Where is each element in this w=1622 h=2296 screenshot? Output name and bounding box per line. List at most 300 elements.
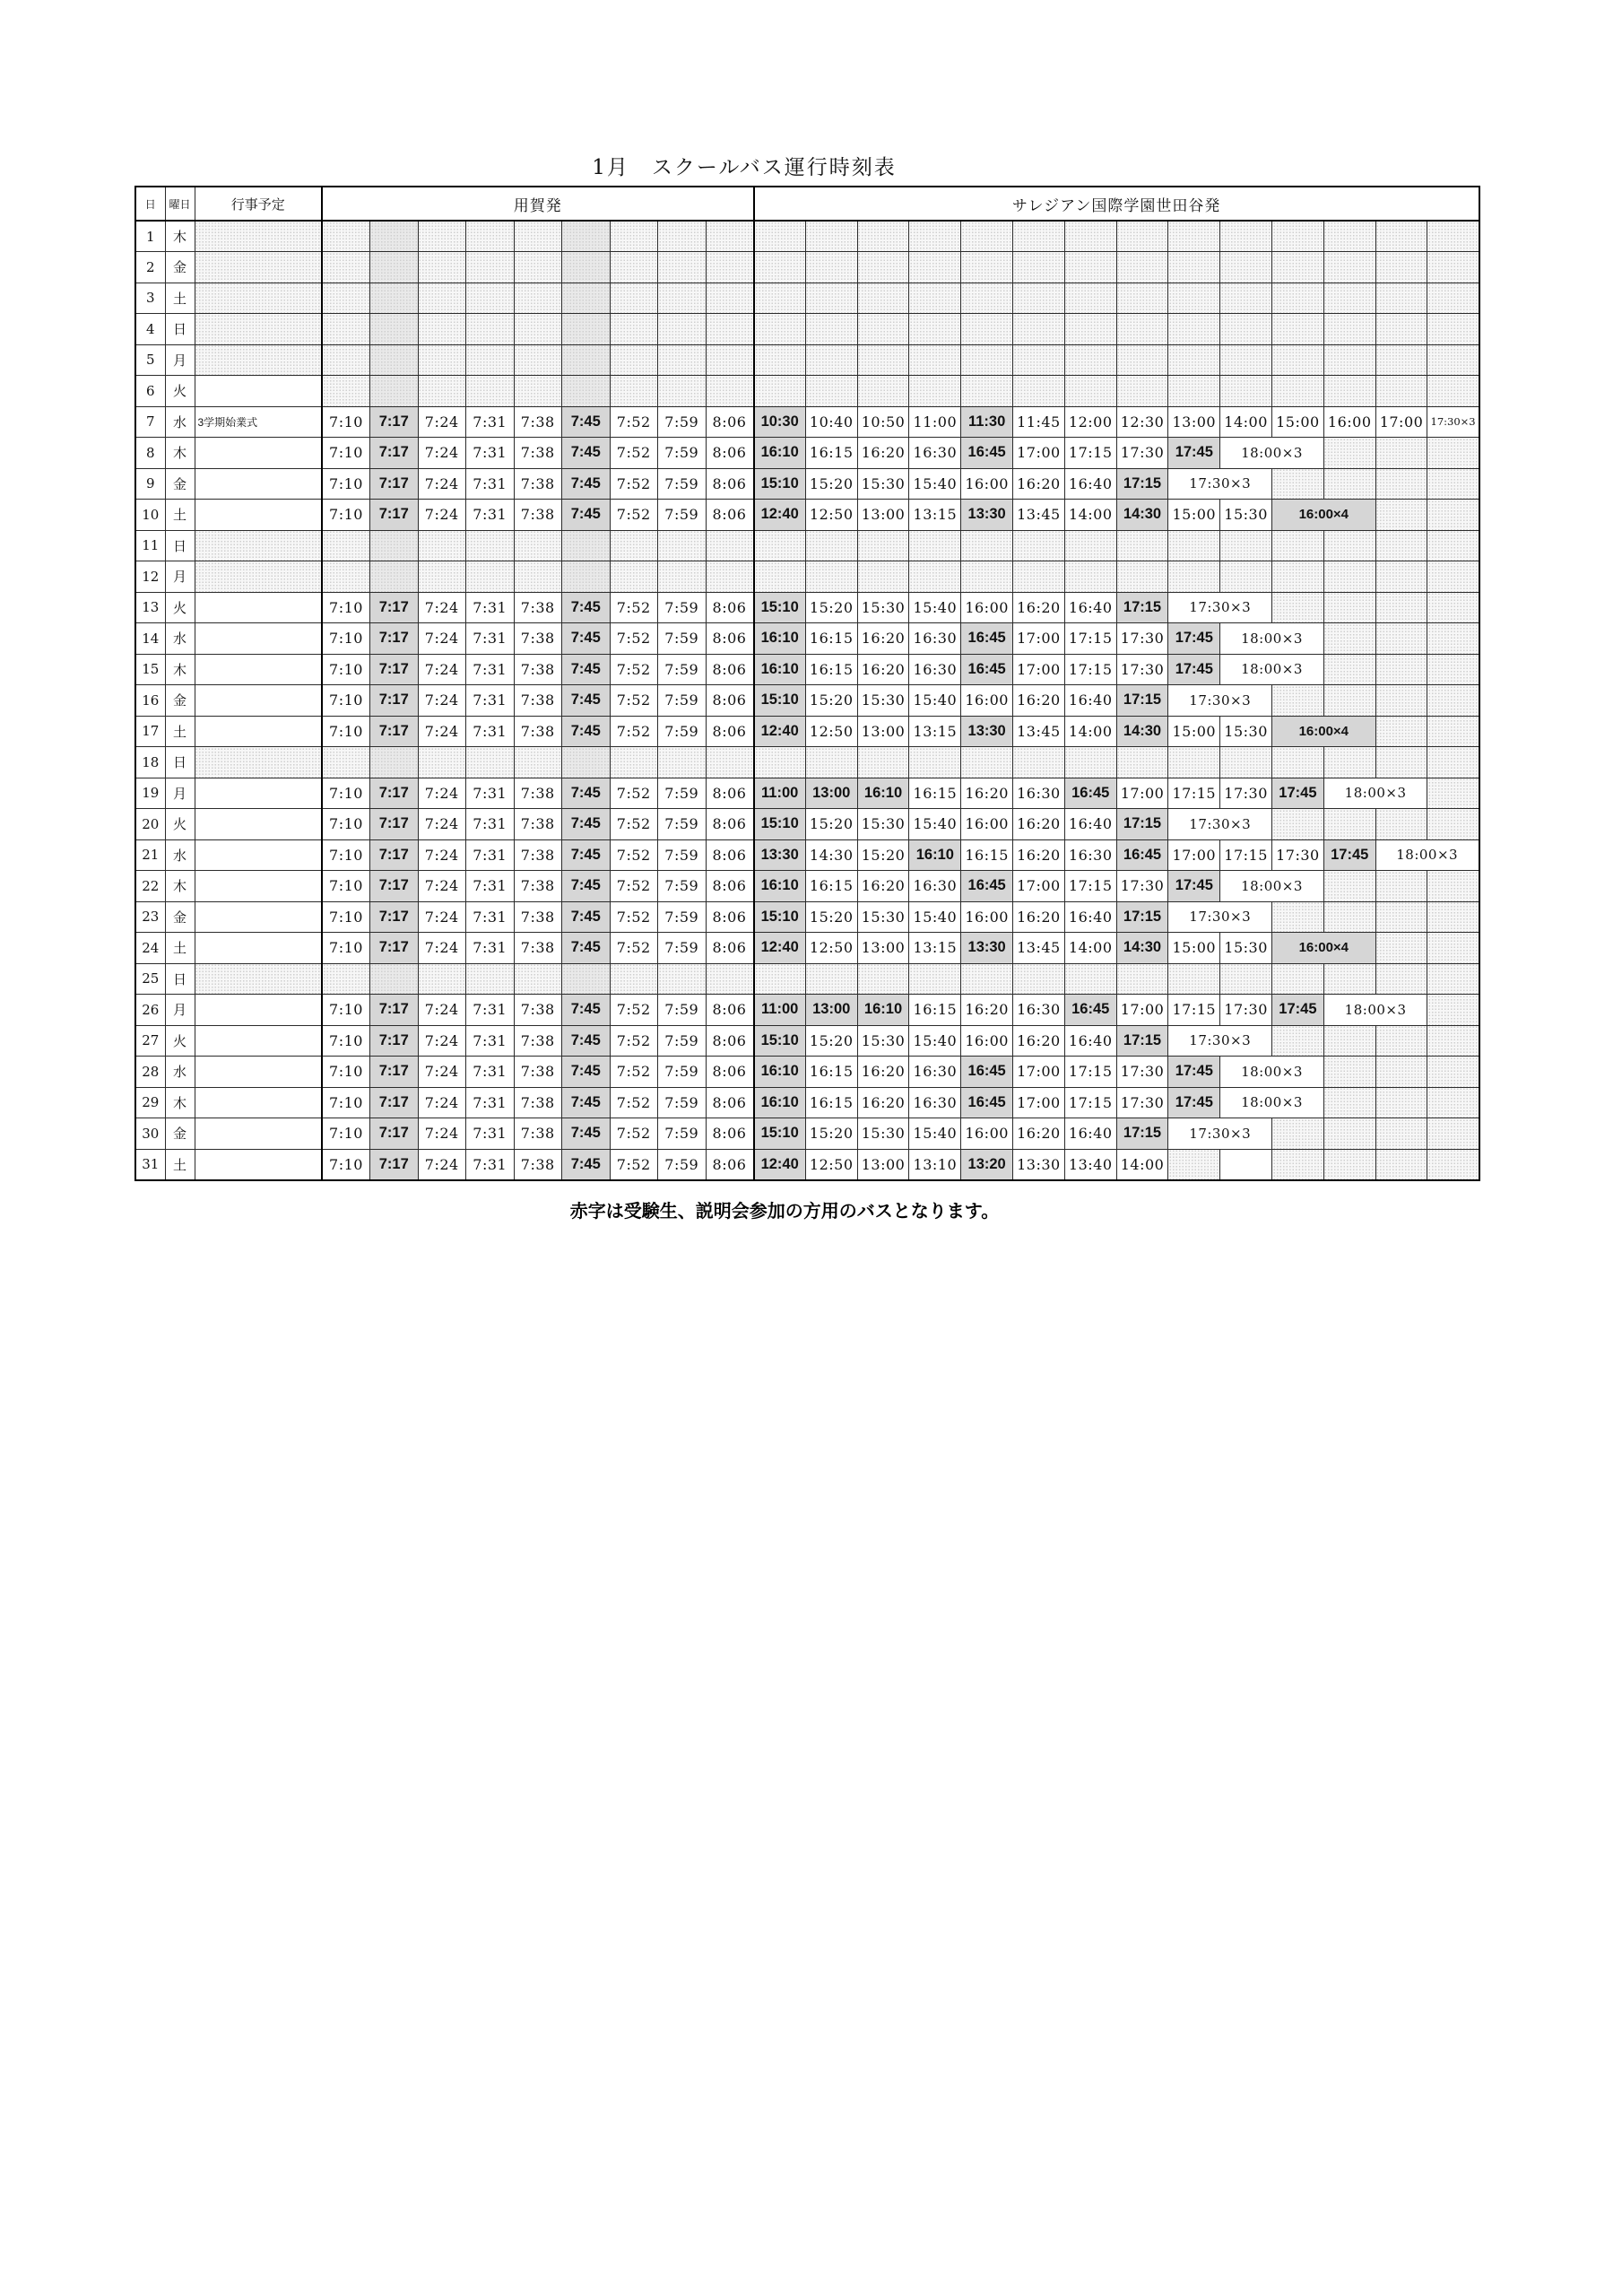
salesian-time-cell: 15:40 (909, 809, 961, 840)
weekday-cell: 日 (165, 530, 195, 561)
empty-time-cell (706, 252, 754, 283)
empty-time-cell (514, 376, 562, 407)
salesian-time-cell: 16:10 (857, 995, 909, 1026)
table-row-day-24 (135, 933, 1479, 964)
table-row-day-6 (135, 376, 1479, 407)
yoga-time-cell: 7:24 (418, 871, 466, 902)
event-cell (195, 623, 322, 655)
empty-time-cell (418, 376, 466, 407)
empty-time-cell (466, 561, 515, 593)
yoga-time-cell: 8:06 (706, 1087, 754, 1118)
yoga-time-cell: 7:59 (658, 468, 707, 500)
empty-time-cell (857, 344, 909, 376)
salesian-time-cell: 18:00×3 (1220, 871, 1324, 902)
yoga-time-cell: 7:17 (370, 685, 419, 717)
salesian-time-cell: 16:10 (754, 1087, 806, 1118)
salesian-time-cell: 17:15 (1116, 1025, 1168, 1057)
yoga-time-cell: 7:38 (514, 871, 562, 902)
bus-timetable (134, 186, 1480, 1181)
empty-time-cell (1220, 376, 1272, 407)
yoga-time-cell: 7:52 (610, 901, 658, 933)
yoga-time-cell: 7:31 (466, 1057, 515, 1088)
table-row-day-26 (135, 995, 1479, 1026)
empty-time-cell (1272, 376, 1324, 407)
yoga-time-cell: 7:17 (370, 1087, 419, 1118)
yoga-time-cell: 7:38 (514, 592, 562, 623)
empty-time-cell (1375, 468, 1427, 500)
empty-time-cell (1375, 1025, 1427, 1057)
salesian-time-cell: 16:00 (1323, 406, 1375, 438)
table-row-day-25 (135, 963, 1479, 995)
empty-time-cell (1272, 901, 1324, 933)
empty-time-cell (706, 376, 754, 407)
empty-time-cell (706, 314, 754, 345)
yoga-time-cell: 8:06 (706, 716, 754, 747)
empty-time-cell (466, 252, 515, 283)
yoga-time-cell: 7:10 (322, 1087, 370, 1118)
salesian-time-cell: 17:30 (1272, 839, 1324, 871)
salesian-time-cell: 13:45 (1013, 716, 1065, 747)
empty-time-cell (370, 314, 419, 345)
salesian-time-cell: 16:20 (1013, 685, 1065, 717)
salesian-time-cell: 16:15 (909, 778, 961, 809)
salesian-time-cell: 13:00 (857, 500, 909, 531)
empty-time-cell (322, 747, 370, 778)
col-header-day: 日 (135, 187, 165, 221)
salesian-time-cell: 13:40 (1064, 1149, 1116, 1180)
salesian-time-cell: 17:45 (1323, 839, 1375, 871)
salesian-time-cell: 16:20 (1013, 1118, 1065, 1150)
empty-time-cell (1323, 592, 1375, 623)
salesian-time-cell: 16:10 (754, 1057, 806, 1088)
yoga-time-cell: 7:10 (322, 778, 370, 809)
salesian-time-cell: 13:00 (857, 933, 909, 964)
event-cell (195, 376, 322, 407)
salesian-time-cell: 11:00 (909, 406, 961, 438)
event-cell (195, 1118, 322, 1150)
yoga-time-cell: 7:38 (514, 839, 562, 871)
salesian-time-cell: 16:45 (961, 871, 1013, 902)
empty-time-cell (1272, 963, 1324, 995)
empty-time-cell (1272, 685, 1324, 717)
empty-time-cell (1013, 221, 1065, 252)
empty-time-cell (610, 283, 658, 314)
yoga-time-cell: 7:59 (658, 1025, 707, 1057)
salesian-time-cell: 17:45 (1168, 438, 1220, 469)
salesian-time-cell: 17:15 (1064, 623, 1116, 655)
yoga-time-cell: 7:38 (514, 933, 562, 964)
salesian-time-cell: 17:15 (1116, 685, 1168, 717)
empty-time-cell (1168, 344, 1220, 376)
empty-time-cell (1272, 1149, 1324, 1180)
yoga-time-cell: 7:10 (322, 685, 370, 717)
col-header-salesian-departures: サレジアン国際学園世田谷発 (754, 187, 1479, 221)
salesian-time-cell: 18:00×3 (1220, 623, 1324, 655)
empty-time-cell (1427, 778, 1479, 809)
salesian-time-cell: 15:30 (1220, 716, 1272, 747)
empty-time-cell (370, 561, 419, 593)
empty-time-cell (961, 252, 1013, 283)
empty-time-cell (805, 344, 857, 376)
empty-time-cell (805, 283, 857, 314)
empty-time-cell (909, 561, 961, 593)
yoga-time-cell: 7:45 (562, 1025, 611, 1057)
salesian-time-cell: 16:10 (857, 778, 909, 809)
empty-time-cell (1375, 623, 1427, 655)
salesian-time-cell: 15:30 (857, 809, 909, 840)
empty-time-cell (658, 252, 707, 283)
yoga-time-cell: 7:10 (322, 839, 370, 871)
empty-time-cell (562, 376, 611, 407)
salesian-time-cell: 15:10 (754, 592, 806, 623)
empty-time-cell (909, 963, 961, 995)
salesian-time-cell: 17:30×3 (1168, 468, 1272, 500)
yoga-time-cell: 7:10 (322, 1118, 370, 1150)
empty-time-cell (1013, 963, 1065, 995)
day-cell: 3 (135, 283, 165, 314)
yoga-time-cell: 7:17 (370, 778, 419, 809)
yoga-time-cell: 7:17 (370, 933, 419, 964)
empty-time-cell (1375, 561, 1427, 593)
empty-time-cell (514, 283, 562, 314)
weekday-cell: 日 (165, 747, 195, 778)
empty-time-cell (1013, 344, 1065, 376)
yoga-time-cell: 7:38 (514, 654, 562, 685)
empty-time-cell (1323, 871, 1375, 902)
yoga-time-cell: 7:10 (322, 438, 370, 469)
empty-time-cell (1272, 252, 1324, 283)
empty-time-cell (610, 344, 658, 376)
empty-time-cell (514, 561, 562, 593)
salesian-time-cell: 15:00 (1272, 406, 1324, 438)
yoga-time-cell: 7:52 (610, 839, 658, 871)
salesian-time-cell: 16:00×4 (1272, 500, 1376, 531)
empty-time-cell (1323, 654, 1375, 685)
yoga-time-cell: 8:06 (706, 809, 754, 840)
salesian-time-cell: 15:30 (1220, 933, 1272, 964)
yoga-time-cell: 7:38 (514, 1149, 562, 1180)
empty-time-cell (322, 344, 370, 376)
yoga-time-cell: 7:31 (466, 1025, 515, 1057)
page-title: 1月 スクールバス運行時刻表 (592, 156, 897, 179)
yoga-time-cell: 7:45 (562, 1087, 611, 1118)
empty-time-cell (1272, 530, 1324, 561)
empty-time-cell (961, 561, 1013, 593)
salesian-time-cell: 16:20 (857, 871, 909, 902)
empty-time-cell (514, 314, 562, 345)
salesian-time-cell: 16:20 (1013, 592, 1065, 623)
empty-time-cell (1427, 500, 1479, 531)
empty-time-cell (514, 530, 562, 561)
yoga-time-cell: 7:17 (370, 901, 419, 933)
weekday-cell: 月 (165, 995, 195, 1026)
yoga-time-cell: 7:59 (658, 623, 707, 655)
empty-time-cell (1013, 314, 1065, 345)
empty-time-cell (1323, 530, 1375, 561)
yoga-time-cell: 7:10 (322, 933, 370, 964)
salesian-time-cell: 17:30×3 (1427, 406, 1479, 438)
empty-time-cell (1220, 221, 1272, 252)
salesian-time-cell: 16:45 (1064, 778, 1116, 809)
salesian-time-cell: 16:20 (857, 1057, 909, 1088)
salesian-time-cell: 16:30 (909, 438, 961, 469)
table-row-day-9 (135, 468, 1479, 500)
event-cell: 3学期始業式 (195, 406, 322, 438)
event-cell (195, 809, 322, 840)
yoga-time-cell: 7:45 (562, 1057, 611, 1088)
empty-time-cell (1427, 438, 1479, 469)
event-cell (195, 778, 322, 809)
salesian-time-cell: 15:00 (1168, 716, 1220, 747)
empty-time-cell (857, 963, 909, 995)
event-cell (195, 1057, 322, 1088)
salesian-time-cell: 17:15 (1116, 468, 1168, 500)
salesian-time-cell: 13:10 (909, 1149, 961, 1180)
yoga-time-cell: 7:59 (658, 839, 707, 871)
salesian-time-cell: 14:00 (1064, 933, 1116, 964)
empty-time-cell (1427, 1118, 1479, 1150)
salesian-time-cell: 15:10 (754, 468, 806, 500)
day-cell: 19 (135, 778, 165, 809)
salesian-time-cell: 13:15 (909, 500, 961, 531)
salesian-time-cell: 16:20 (1013, 1025, 1065, 1057)
salesian-time-cell: 17:00 (1013, 438, 1065, 469)
salesian-time-cell: 12:00 (1064, 406, 1116, 438)
empty-time-cell (562, 561, 611, 593)
weekday-cell: 月 (165, 561, 195, 593)
empty-time-cell (961, 221, 1013, 252)
yoga-time-cell: 7:59 (658, 1118, 707, 1150)
empty-time-cell (754, 530, 806, 561)
weekday-cell: 火 (165, 1025, 195, 1057)
empty-time-cell (658, 221, 707, 252)
yoga-time-cell: 7:17 (370, 500, 419, 531)
yoga-time-cell: 7:38 (514, 716, 562, 747)
yoga-time-cell: 7:10 (322, 623, 370, 655)
empty-time-cell (1375, 933, 1427, 964)
salesian-time-cell: 13:15 (909, 716, 961, 747)
empty-time-cell (1272, 592, 1324, 623)
salesian-time-cell: 16:45 (961, 1087, 1013, 1118)
yoga-time-cell: 7:59 (658, 871, 707, 902)
yoga-time-cell: 8:06 (706, 685, 754, 717)
salesian-time-cell: 15:40 (909, 1118, 961, 1150)
empty-time-cell (418, 221, 466, 252)
salesian-time-cell: 17:30×3 (1168, 901, 1272, 933)
yoga-time-cell: 7:52 (610, 933, 658, 964)
yoga-time-cell: 7:31 (466, 901, 515, 933)
salesian-time-cell: 15:10 (754, 1118, 806, 1150)
empty-time-cell (1427, 933, 1479, 964)
yoga-time-cell: 7:38 (514, 438, 562, 469)
salesian-time-cell: 17:30×3 (1168, 592, 1272, 623)
salesian-time-cell: 17:00 (1116, 995, 1168, 1026)
empty-time-cell (1427, 283, 1479, 314)
yoga-time-cell: 8:06 (706, 871, 754, 902)
salesian-time-cell: 13:30 (1013, 1149, 1065, 1180)
empty-time-cell (754, 561, 806, 593)
empty-time-cell (857, 561, 909, 593)
salesian-time-cell: 16:00 (961, 1025, 1013, 1057)
salesian-time-cell: 17:15 (1064, 1057, 1116, 1088)
yoga-time-cell: 7:31 (466, 778, 515, 809)
day-cell: 5 (135, 344, 165, 376)
yoga-time-cell: 7:38 (514, 685, 562, 717)
empty-time-cell (418, 314, 466, 345)
salesian-time-cell: 18:00×3 (1220, 1087, 1324, 1118)
yoga-time-cell: 7:24 (418, 1118, 466, 1150)
empty-time-cell (370, 344, 419, 376)
empty-time-cell (658, 963, 707, 995)
yoga-time-cell: 7:24 (418, 1057, 466, 1088)
empty-time-cell (1116, 561, 1168, 593)
yoga-time-cell: 7:38 (514, 468, 562, 500)
yoga-time-cell: 7:31 (466, 654, 515, 685)
empty-time-cell (1375, 871, 1427, 902)
empty-time-cell (754, 252, 806, 283)
empty-time-cell (1427, 654, 1479, 685)
empty-time-cell (1375, 283, 1427, 314)
salesian-time-cell: 17:45 (1272, 995, 1324, 1026)
event-cell (195, 995, 322, 1026)
salesian-time-cell: 16:10 (754, 623, 806, 655)
day-cell: 8 (135, 438, 165, 469)
weekday-cell: 金 (165, 1118, 195, 1150)
empty-time-cell (961, 283, 1013, 314)
salesian-time-cell: 16:20 (857, 623, 909, 655)
salesian-time-cell: 17:15 (1168, 995, 1220, 1026)
yoga-time-cell: 7:52 (610, 716, 658, 747)
yoga-time-cell: 7:24 (418, 592, 466, 623)
empty-time-cell (1013, 530, 1065, 561)
empty-time-cell (1323, 1118, 1375, 1150)
salesian-time-cell: 16:15 (805, 1057, 857, 1088)
empty-time-cell (1375, 654, 1427, 685)
empty-time-cell (610, 314, 658, 345)
salesian-time-cell: 12:50 (805, 933, 857, 964)
yoga-time-cell: 7:31 (466, 1118, 515, 1150)
yoga-time-cell: 7:17 (370, 623, 419, 655)
yoga-time-cell: 7:59 (658, 716, 707, 747)
empty-time-cell (562, 747, 611, 778)
empty-time-cell (857, 314, 909, 345)
salesian-time-cell: 15:20 (805, 1025, 857, 1057)
event-cell (195, 685, 322, 717)
table-row-day-31 (135, 1149, 1479, 1180)
empty-time-cell (658, 314, 707, 345)
weekday-cell: 日 (165, 314, 195, 345)
empty-time-cell (1116, 252, 1168, 283)
empty-time-cell (1427, 623, 1479, 655)
yoga-time-cell: 7:17 (370, 716, 419, 747)
salesian-time-cell: 15:10 (754, 809, 806, 840)
salesian-time-cell: 17:00 (1013, 623, 1065, 655)
empty-time-cell (1116, 344, 1168, 376)
empty-time-cell (1323, 252, 1375, 283)
salesian-time-cell: 15:00 (1168, 933, 1220, 964)
salesian-time-cell: 16:45 (961, 623, 1013, 655)
empty-time-cell (1427, 716, 1479, 747)
yoga-time-cell: 7:10 (322, 871, 370, 902)
yoga-time-cell: 7:45 (562, 468, 611, 500)
yoga-time-cell: 7:38 (514, 995, 562, 1026)
col-header-yoga-departures: 用賀発 (322, 187, 754, 221)
yoga-time-cell: 7:45 (562, 995, 611, 1026)
yoga-time-cell: 7:17 (370, 654, 419, 685)
yoga-time-cell: 7:10 (322, 592, 370, 623)
yoga-time-cell: 8:06 (706, 901, 754, 933)
empty-time-cell (1375, 500, 1427, 531)
yoga-time-cell: 7:24 (418, 1149, 466, 1180)
salesian-time-cell: 17:15 (1064, 871, 1116, 902)
empty-time-cell (658, 561, 707, 593)
yoga-time-cell: 7:52 (610, 500, 658, 531)
empty-time-cell (1220, 747, 1272, 778)
salesian-time-cell: 16:10 (909, 839, 961, 871)
salesian-time-cell: 17:30×3 (1168, 1025, 1272, 1057)
empty-time-cell (909, 252, 961, 283)
table-row-day-8 (135, 438, 1479, 469)
salesian-time-cell: 14:30 (805, 839, 857, 871)
yoga-time-cell: 7:38 (514, 1025, 562, 1057)
yoga-time-cell: 7:24 (418, 468, 466, 500)
yoga-time-cell: 7:24 (418, 685, 466, 717)
table-row-day-18 (135, 747, 1479, 778)
yoga-time-cell: 7:10 (322, 901, 370, 933)
empty-time-cell (1220, 344, 1272, 376)
table-row-day-28 (135, 1057, 1479, 1088)
yoga-time-cell: 7:52 (610, 623, 658, 655)
weekday-cell: 水 (165, 839, 195, 871)
empty-time-cell (322, 314, 370, 345)
event-cell (195, 561, 322, 593)
empty-time-cell (1220, 1149, 1272, 1180)
weekday-cell: 木 (165, 871, 195, 902)
empty-time-cell (1220, 561, 1272, 593)
salesian-time-cell: 12:50 (805, 1149, 857, 1180)
yoga-time-cell: 7:52 (610, 654, 658, 685)
salesian-time-cell: 15:40 (909, 1025, 961, 1057)
yoga-time-cell: 7:52 (610, 438, 658, 469)
yoga-time-cell: 7:52 (610, 1149, 658, 1180)
salesian-time-cell: 14:30 (1116, 933, 1168, 964)
empty-time-cell (1064, 963, 1116, 995)
empty-time-cell (1323, 221, 1375, 252)
salesian-time-cell: 15:20 (805, 468, 857, 500)
empty-time-cell (1375, 1087, 1427, 1118)
empty-time-cell (658, 376, 707, 407)
empty-time-cell (1323, 438, 1375, 469)
empty-time-cell (322, 963, 370, 995)
day-cell: 21 (135, 839, 165, 871)
weekday-cell: 水 (165, 1057, 195, 1088)
salesian-time-cell: 14:00 (1220, 406, 1272, 438)
empty-time-cell (805, 530, 857, 561)
salesian-time-cell: 16:45 (1064, 995, 1116, 1026)
yoga-time-cell: 7:31 (466, 500, 515, 531)
yoga-time-cell: 8:06 (706, 623, 754, 655)
salesian-time-cell: 14:00 (1064, 500, 1116, 531)
salesian-time-cell: 13:00 (805, 995, 857, 1026)
empty-time-cell (1323, 809, 1375, 840)
table-row-day-12 (135, 561, 1479, 593)
salesian-time-cell: 16:30 (909, 1057, 961, 1088)
table-row-day-13 (135, 592, 1479, 623)
empty-time-cell (1427, 314, 1479, 345)
timetable-header (135, 187, 1479, 221)
empty-time-cell (370, 963, 419, 995)
empty-time-cell (961, 314, 1013, 345)
